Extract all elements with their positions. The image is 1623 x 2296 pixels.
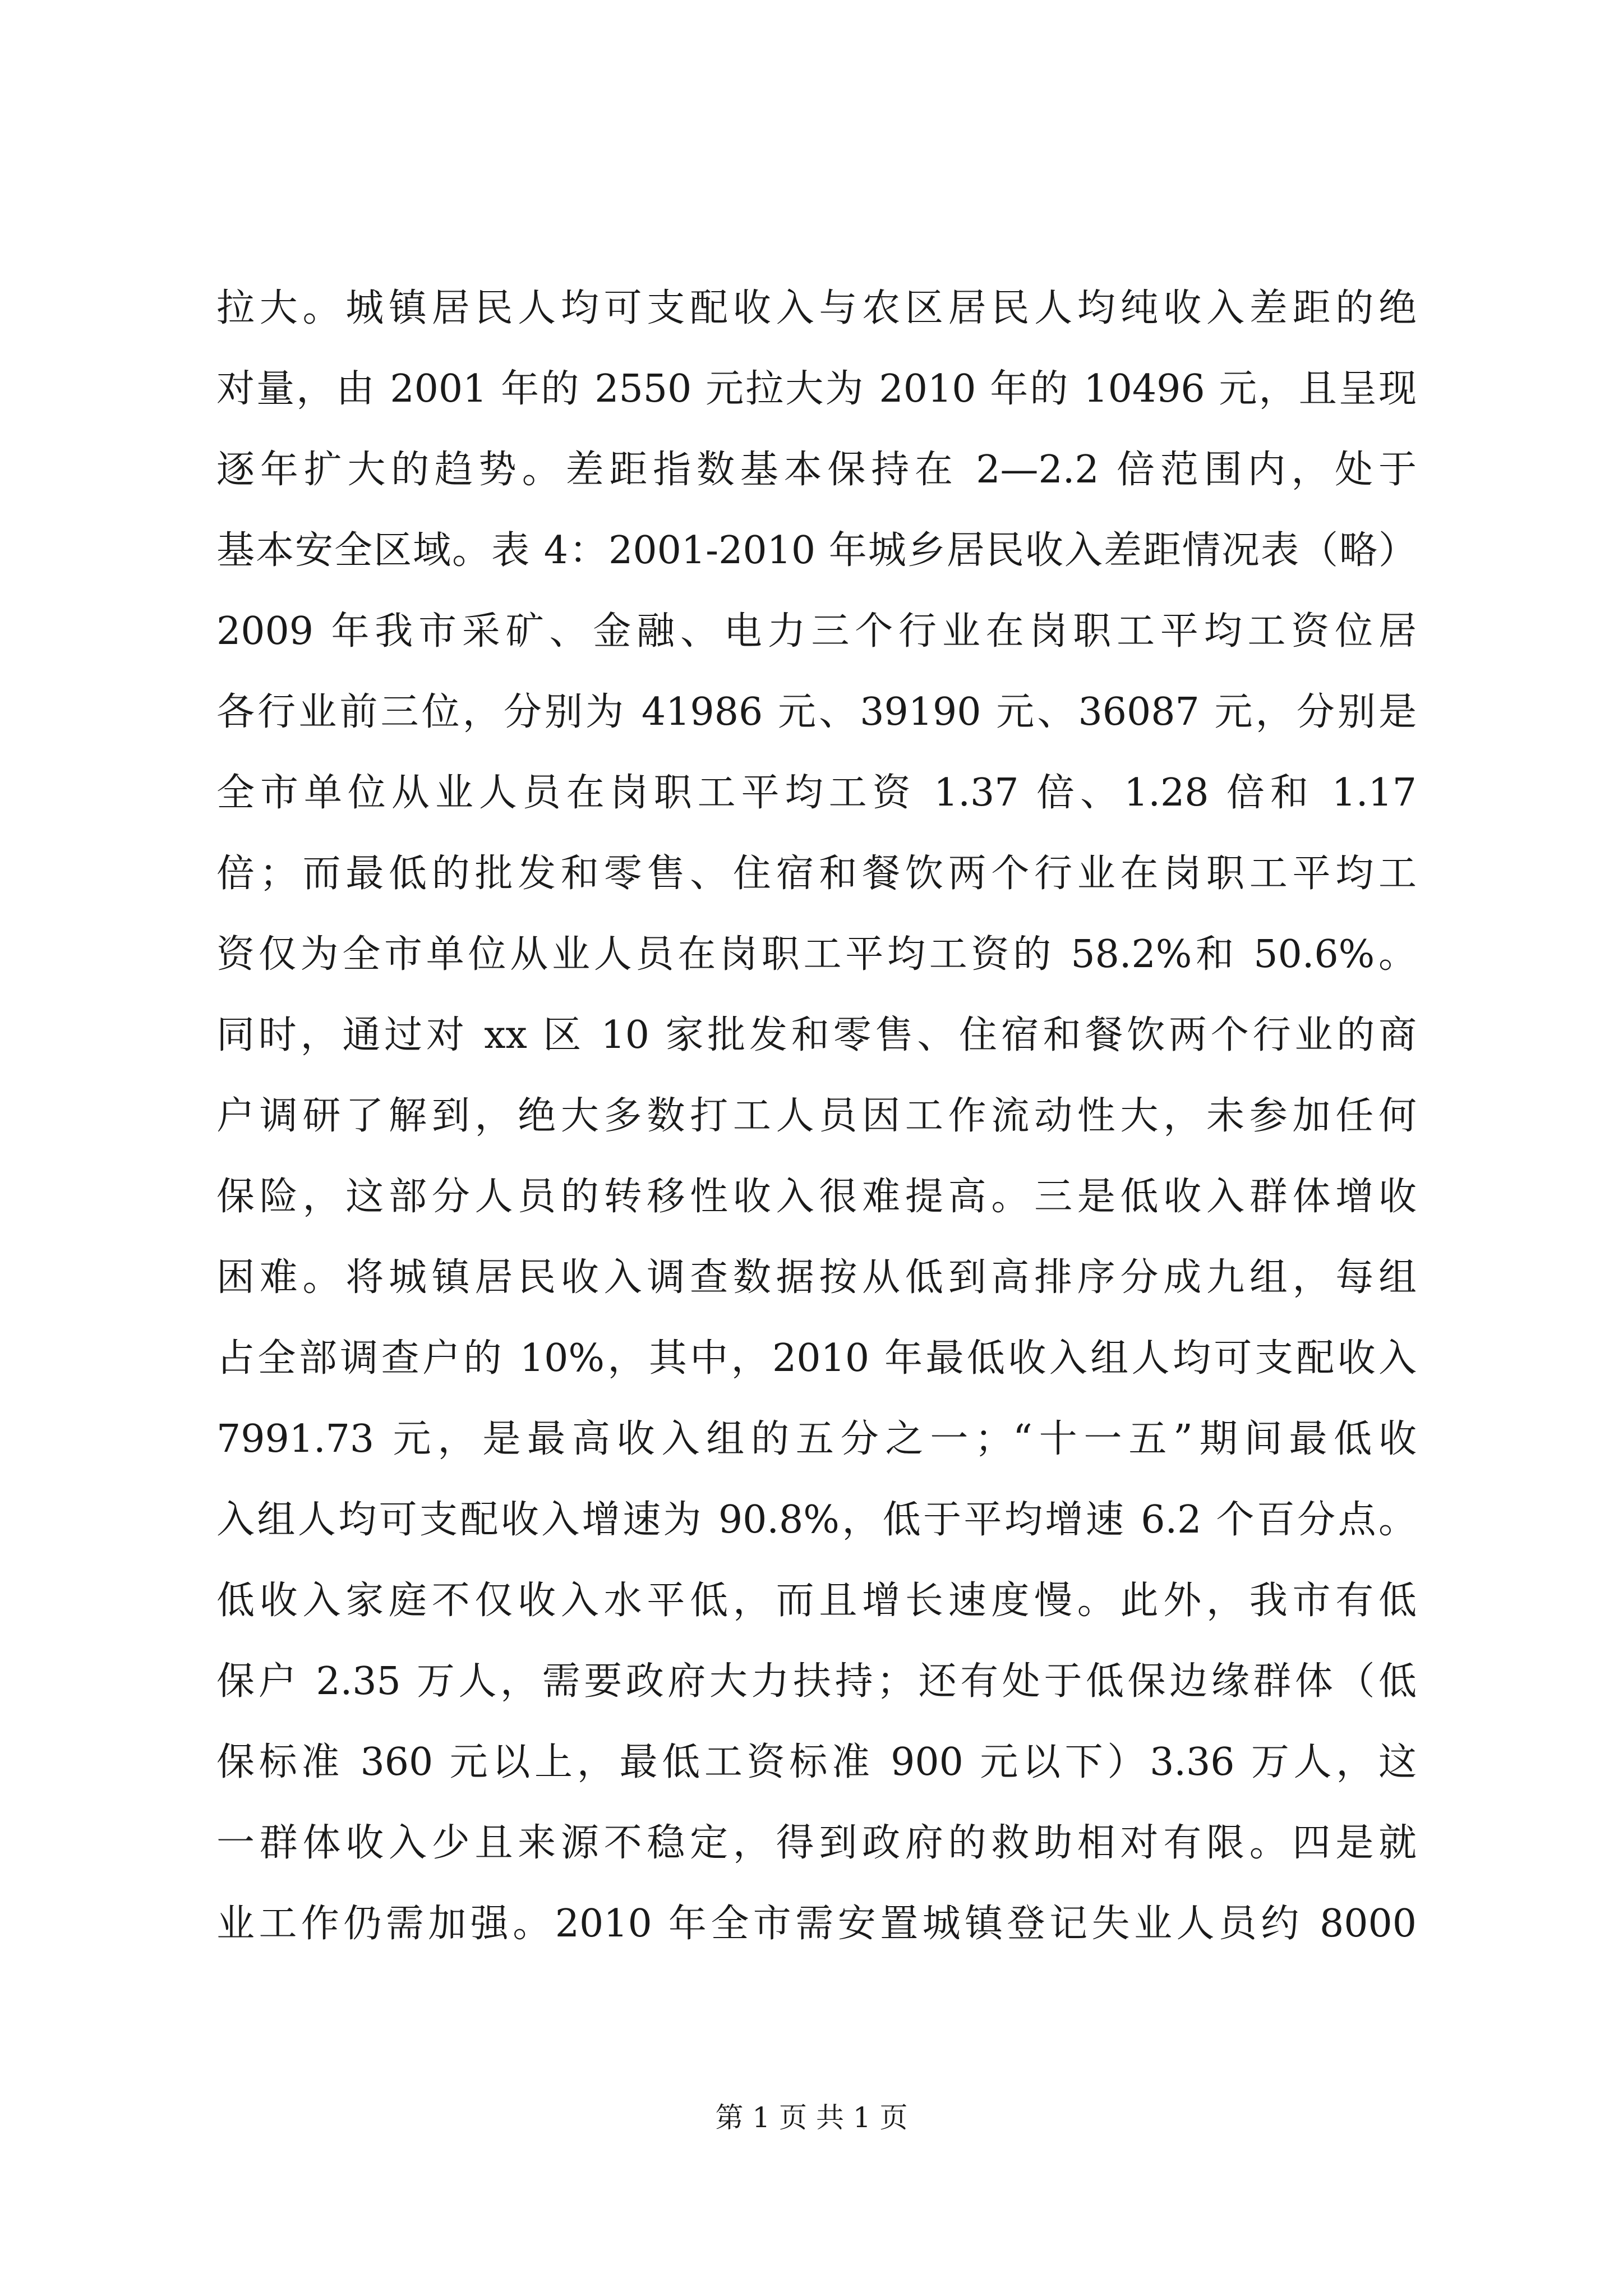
text-line: 全市单位从业人员在岗职工平均工资 1.37 倍、1.28 倍和 1.17 — [216, 771, 1417, 815]
text-line: 同时，通过对 xx 区 10 家批发和零售、住宿和餐饮两个行业的商 — [216, 1013, 1417, 1057]
text-line: 逐年扩大的趋势。差距指数基本保持在 2—2.2 倍范围内，处于 — [216, 448, 1417, 492]
text-line: 占全部调查户的 10%，其中，2010 年最低收入组人均可支配收入 — [216, 1336, 1417, 1381]
text-line: 一群体收入少且来源不稳定，得到政府的救助相对有限。四是就 — [216, 1821, 1417, 1865]
body-text — [216, 268, 1417, 1964]
text-line: 倍；而最低的批发和零售、住宿和餐饮两个行业在岗职工平均工 — [216, 852, 1417, 896]
text-line: 对量，由 2001 年的 2550 元拉大为 2010 年的 10496 元，且呈现 — [216, 367, 1417, 411]
text-line: 困难。将城镇居民收入调查数据按从低到高排序分成九组，每组 — [216, 1255, 1417, 1300]
text-line: 保险，这部分人员的转移性收入很难提高。三是低收入群体增收 — [216, 1175, 1417, 1219]
text-line: 2009 年我市采矿、金融、电力三个行业在岗职工平均工资位居 — [216, 609, 1417, 654]
text-line: 7991.73 元，是最高收入组的五分之一；“十一五”期间最低收 — [216, 1417, 1417, 1461]
text-line: 基本安全区域。表 4：2001-2010 年城乡居民收入差距情况表（略） — [216, 528, 1417, 573]
text-line: 各行业前三位，分别为 41986 元、39190 元、36087 元，分别是 — [216, 690, 1417, 734]
page-footer — [0, 2098, 1623, 2137]
text-line: 低收入家庭不仅收入水平低，而且增长速度慢。此外，我市有低 — [216, 1579, 1417, 1623]
text-line: 拉大。城镇居民人均可支配收入与农区居民人均纯收入差距的绝 — [216, 286, 1417, 330]
text-line: 资仅为全市单位从业人员在岗职工平均工资的 58.2%和 50.6%。 — [216, 932, 1417, 977]
text-line: 户调研了解到，绝大多数打工人员因工作流动性大，未参加任何 — [216, 1094, 1417, 1138]
text-line: 业工作仍需加强。2010 年全市需安置城镇登记失业人员约 8000 — [216, 1902, 1417, 1946]
text-line: 保标准 360 元以上，最低工资标准 900 元以下）3.36 万人，这 — [216, 1740, 1417, 1784]
text-line: 保户 2.35 万人，需要政府大力扶持；还有处于低保边缘群体（低 — [216, 1659, 1417, 1704]
text-line: 入组人均可支配收入增速为 90.8%，低于平均增速 6.2 个百分点。 — [216, 1498, 1417, 1542]
page-number-label: 第 1 页 共 1 页 — [715, 2101, 908, 2134]
